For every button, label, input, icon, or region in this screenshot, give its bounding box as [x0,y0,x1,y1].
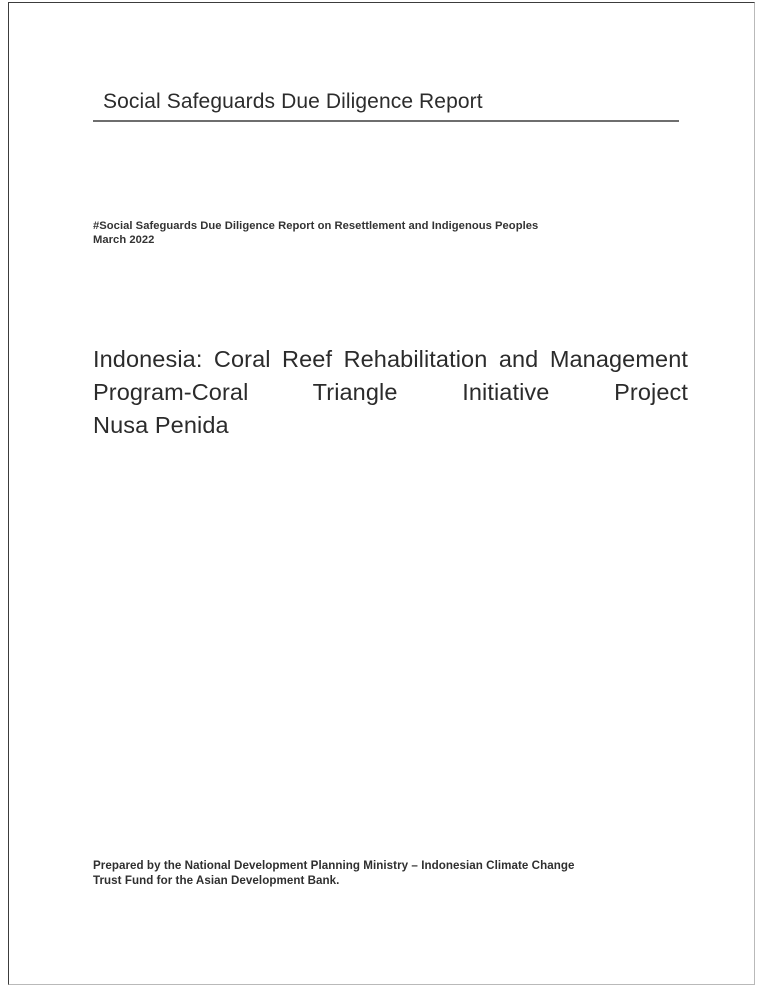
report-location-subtitle: Nusa Penida [93,412,229,438]
document-header [93,89,679,122]
header-divider [93,120,679,122]
report-main-title: Indonesia: Coral Reef Rehabilitation and Management Program-Coral Triangle Initiative Project [93,346,688,405]
report-metadata-block [93,220,693,247]
prepared-by-line-2: Trust Fund for the Asian Development Bank. [93,874,340,887]
report-document-type: #Social Safeguards Due Diligence Report on Resettlement and Indigenous Peoples [93,220,539,232]
report-date: March 2022 [93,233,155,246]
prepared-by-line-1: Prepared by the National Development Planning Ministry – Indonesian Climate Change [93,859,575,872]
page-title: Social Safeguards Due Diligence Report [103,90,483,113]
document-page [8,2,755,985]
report-title-block [93,343,688,442]
prepared-by-block [93,858,693,888]
